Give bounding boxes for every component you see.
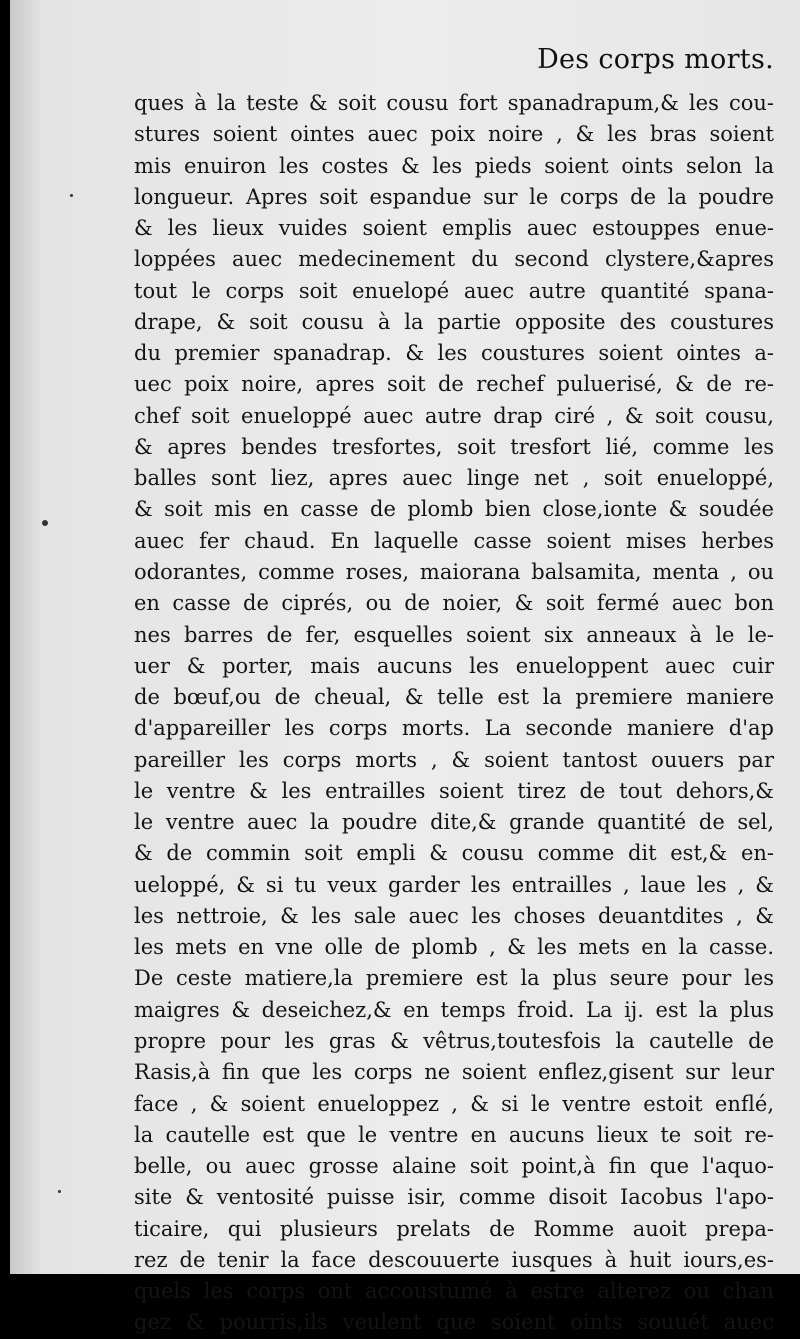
text-line: & de commin soit empli & cousu comme dit est,& en- — [134, 841, 774, 866]
text-line: du premier spanadrap. & les coustures soient ointes a- — [134, 341, 774, 366]
book-page — [10, 0, 800, 1335]
text-line: ticaire, qui plusieurs prelats de Romme auoit prepa- — [134, 1216, 774, 1241]
text-line: De ceste matiere,la premiere est la plus seure pour les — [134, 966, 774, 991]
text-line: mis enuiron les costes & les pieds soient oints selon la — [134, 153, 774, 178]
text-line: en casse de ciprés, ou de noier, & soit fermé auec bon — [134, 591, 774, 616]
text-line: propre pour les gras & vêtrus,toutesfois la cautelle de — [134, 1028, 774, 1053]
body-text — [134, 88, 774, 1339]
text-line: & les lieux vuides soient emplis auec estouppes enue- — [134, 216, 774, 241]
text-line: stures soient ointes auec poix noire , & les bras soient — [134, 122, 774, 147]
ink-speck — [70, 194, 73, 197]
text-line: odorantes, comme roses, maiorana balsamita, menta , ou — [134, 559, 774, 584]
text-line: drape, & soit cousu à la partie opposite des coustures — [134, 309, 774, 334]
text-line: balles sont liez, apres auec linge net , soit enueloppé, — [134, 466, 774, 491]
text-line: loppées auec medecinement du second clystere,&apres — [134, 247, 774, 272]
text-line: nes barres de fer, esquelles soient six anneaux à le le- — [134, 622, 774, 647]
text-line: rez de tenir la face descouuerte iusques à huit iours,es- — [134, 1247, 774, 1272]
text-line: belle, ou auec grosse alaine soit point,à fin que l'aquo- — [134, 1154, 774, 1179]
text-line: site & ventosité puisse isir, comme disoit Iacobus l'apo- — [134, 1185, 774, 1210]
ink-speck — [42, 520, 48, 526]
text-line: le ventre auec la poudre dite,& grande quantité de sel, — [134, 810, 774, 835]
text-line: pareiller les corps morts , & soient tantost ouuers par — [134, 747, 774, 772]
text-line: le ventre & les entrailles soient tirez de tout dehors,& — [134, 778, 774, 803]
running-title: Des corps morts. — [537, 44, 774, 75]
text-line: d'appareiller les corps morts. La seconde maniere d'ap — [134, 716, 774, 741]
text-line: & apres bendes tresfortes, soit tresfort lié, comme les — [134, 434, 774, 459]
text-line: & soit mis en casse de plomb bien close,ionte & soudée — [134, 497, 774, 522]
text-line: face , & soient enueloppez , & si le ventre estoit enflé, — [134, 1091, 774, 1116]
text-line: maigres & deseichez,& en temps froid. La ij. est la plus — [134, 997, 774, 1022]
text-line: les nettroie, & les sale auec les choses deuantdites , & — [134, 903, 774, 928]
text-line: de bœuf,ou de cheual, & telle est la premiere maniere — [134, 685, 774, 710]
text-line: gez & pourris,ils veulent que soient oints souuét auec — [134, 1310, 774, 1335]
text-line: Rasis,à fin que les corps ne soient enflez,gisent sur leur — [134, 1060, 774, 1085]
text-line: ques à la teste & soit cousu fort spanadrapum,& les cou- — [134, 91, 774, 115]
ink-speck — [58, 1190, 61, 1193]
text-line: chef soit enueloppé auec autre drap ciré , & soit cousu, — [134, 403, 774, 428]
text-line: les mets en vne olle de plomb , & les mets en la casse. — [134, 935, 774, 960]
text-line: la cautelle est que le ventre en aucuns lieux te soit re- — [134, 1122, 774, 1147]
text-line: longueur. Apres soit espandue sur le corps de la poudre — [134, 184, 774, 209]
text-line: auec fer chaud. En laquelle casse soient mises herbes — [134, 528, 774, 553]
text-line: quels les corps ont accoustumé à estre alterez ou chan — [134, 1279, 774, 1304]
text-line: uec poix noire, apres soit de rechef puluerisé, & de re- — [134, 372, 774, 397]
text-line: ueloppé, & si tu veux garder les entrailles , laue les , & — [134, 872, 774, 897]
text-line: tout le corps soit enuelopé auec autre quantité spana- — [134, 278, 774, 303]
text-line: uer & porter, mais aucuns les enueloppent auec cuir — [134, 653, 774, 678]
